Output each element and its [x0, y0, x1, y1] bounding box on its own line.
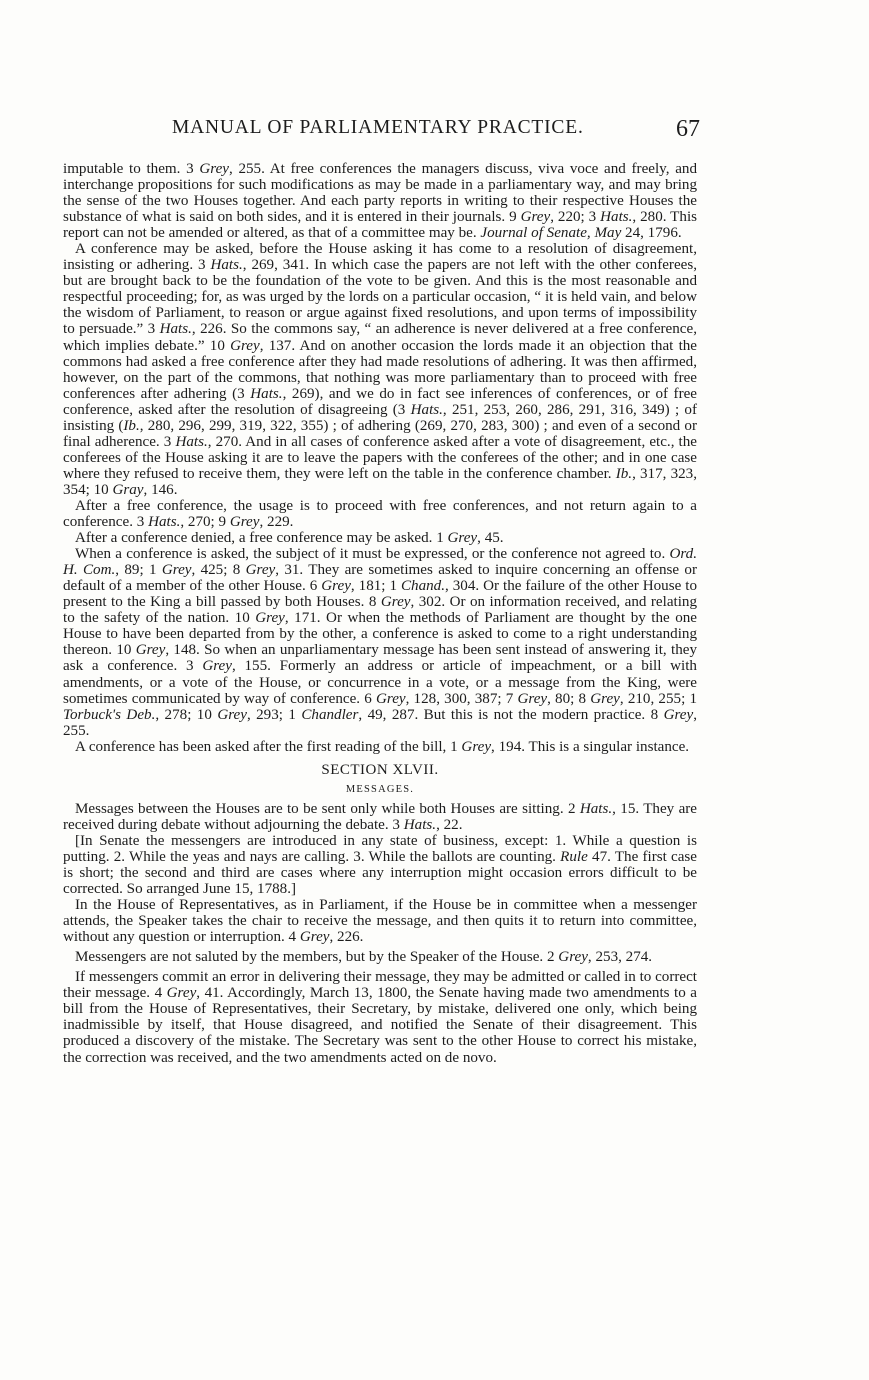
text-run: , 31. They are sometimes asked to inquire concerning an offense or default of a member of the other House. 6	[63, 562, 697, 595]
paragraph	[63, 949, 697, 965]
page-number: 67	[676, 116, 700, 142]
citation-italic: Grey	[380, 594, 411, 611]
text-run: , 293; 1	[246, 706, 302, 723]
text-run: , 304. Or the failure of the other House to present to the King a bill passed by both Houses. 8	[63, 578, 697, 611]
text-run: , 280. This report can not be amended or altered, as that of a committee may be.	[63, 209, 698, 242]
text-run: , 425; 8	[191, 562, 246, 579]
paragraph	[63, 241, 697, 498]
text-run: , 278; 10	[155, 706, 218, 723]
paragraph	[63, 530, 697, 546]
text-run: , 251, 253, 260, 286, 291, 316, 349) ; of insisting (	[63, 401, 697, 434]
citation-italic: Grey	[375, 690, 406, 707]
citation-italic: Chand.	[400, 578, 445, 595]
citation-italic: Grey	[229, 514, 260, 531]
text-run: , 269), and we do in fact see inferences of conferences, or of free conference, asked after the resolution of disagreeing (3	[63, 385, 698, 418]
citation-italic: Hats.	[579, 800, 613, 817]
citation-italic: Grey	[230, 337, 260, 354]
section-heading: SECTION XLVII.	[321, 761, 439, 778]
running-head	[0, 117, 869, 147]
citation-italic: Grey	[520, 209, 551, 226]
citation-italic: Hats.	[210, 257, 243, 274]
text-run: , 146.	[143, 481, 178, 498]
citation-italic: Hats.	[159, 321, 192, 338]
citation-italic: Grey	[558, 949, 588, 966]
text-run: , 302. Or on information received, and relating to the safety of the nation. 10	[63, 594, 697, 627]
text-run: , 89; 1	[115, 562, 162, 579]
paragraph	[63, 546, 697, 739]
text-run: , 253, 274.	[587, 949, 653, 966]
text-run: , 255. At free conferences the managers discuss, viva voce and freely, and interchange propositions for such modifications as may be made in a parliamentary way, and may bring the sense of the two Houses together. And each party reports in writing to their respective Houses the substance of what is said on both sides, and it is entered in their journals. 9	[63, 161, 697, 226]
citation-italic: Grey	[161, 562, 192, 579]
citation-italic: Hats.	[403, 816, 437, 833]
citation-italic: Grey	[299, 929, 330, 946]
text-run: , 255.	[63, 706, 697, 739]
citation-italic: Chandler	[301, 706, 359, 723]
citation-italic: Hats.	[148, 514, 181, 531]
citation-italic: Ord. H. Com.	[63, 546, 697, 579]
paragraph	[63, 498, 697, 530]
citation-italic: Hats.	[410, 401, 443, 418]
paragraphs-before-section	[63, 161, 697, 755]
citation-italic: Grey	[166, 985, 197, 1002]
text-run: , 270; 9	[180, 514, 230, 531]
text-run: , 15. They are received during debate without adjourning the debate. 3	[63, 800, 697, 833]
citation-italic: Hats.	[600, 209, 633, 226]
text-run: After a free conference, the usage is to proceed with free conferences, and not return again to a conference. 3	[63, 497, 697, 531]
text-run: 47. The first case is short; the second and third are cases where any interruption might occasion errors difficult to be corrected. So arranged June 15, 1788.]	[63, 848, 697, 898]
body-text	[63, 161, 697, 1066]
citation-italic: Grey	[255, 610, 285, 627]
paragraph	[63, 161, 697, 241]
citation-italic: Grey	[135, 642, 166, 659]
section-subheading: MESSAGES.	[345, 783, 415, 795]
citation-italic: Rule	[560, 848, 588, 865]
text-run: If messengers commit an error in delivering their message, they may be admitted or called in to correct their message. 4	[63, 969, 697, 1002]
text-run: 24, 1796.	[621, 225, 682, 242]
text-run: A conference may be asked, before the House asking it has come to a resolution of disagreement, insisting or adhering. 3	[63, 241, 697, 274]
paragraph	[63, 969, 697, 1065]
text-run: A conference has been asked after the first reading of the bill, 1	[75, 738, 462, 755]
citation-italic: Grey	[321, 578, 351, 595]
text-run: When a conference is asked, the subject of it must be expressed, or the conference not agreed to.	[75, 546, 670, 563]
text-run: Messengers are not saluted by the members, but by the Speaker of the House. 2	[75, 949, 559, 966]
citation-italic: Grey	[663, 706, 694, 723]
citation-italic: Grey	[447, 530, 478, 547]
citation-italic: Grey	[590, 690, 620, 707]
text-run: , 194. This is a singular instance.	[491, 738, 690, 755]
citation-italic: Hats.	[175, 433, 208, 450]
text-run: , 317, 323, 354; 10	[63, 465, 697, 498]
text-run: , 155. Formerly an address or article of impeachment, or a bill with amendments, or a vote of the House, or concurrence in a vote, or a message from the King, were sometimes communicated by way of conference. 6	[63, 658, 697, 707]
text-run: , 49, 287. But this is not the modern practice. 8	[358, 706, 664, 723]
text-run: After a conference denied, a free conference may be asked. 1	[75, 530, 448, 547]
text-run: , 181; 1	[350, 578, 401, 595]
text-run: , 22.	[436, 816, 463, 833]
text-run: [In Senate the messengers are introduced in any state of business, except: 1. While a question is putting. 2. While the yeas and nays are calling. 3. While the ballots are counting.	[63, 832, 697, 865]
text-run: Messages between the Houses are to be sent only while both Houses are sitting. 2	[75, 800, 580, 817]
citation-italic: Grey	[517, 690, 548, 707]
citation-italic: Ib.	[123, 417, 140, 434]
text-run: , 280, 296, 299, 319, 322, 355) ; of adhering (269, 270, 283, 300) ; and even of a second or final adherence. 3	[63, 417, 697, 450]
paragraphs-after-section	[63, 801, 697, 1066]
citation-italic: Grey	[202, 658, 232, 675]
citation-italic: Gray	[112, 481, 144, 498]
citation-italic: Grey	[461, 738, 492, 755]
text-run: , 229.	[259, 514, 294, 531]
paragraph	[63, 739, 697, 755]
paragraph	[63, 833, 697, 897]
text-run: , 210, 255; 1	[619, 690, 697, 707]
text-run: , 226.	[329, 929, 364, 946]
text-run: , 270. And in all cases of conference asked after a vote of disagreement, etc., the conferees of the House asking it are to leave the papers with the conferees of the other; and in one case where they refused to receive them, they were left on the table in the conference chamber.	[63, 433, 697, 482]
text-run: , 148. So when an unparliamentary message has been sent instead of answering it, they ask a conference. 3	[63, 642, 697, 675]
running-title: MANUAL OF PARLIAMENTARY PRACTICE.	[172, 117, 584, 138]
text-run: , 137. And on another occasion the lords made it an objection that the commons had asked a free conference after they had made resolutions of adhering. It was then affirmed, however, on the part of the commons, that nothing was more parliamentary than to proceed with free conferences after adhering (3	[63, 337, 698, 402]
text-run: , 80; 8	[547, 690, 591, 707]
citation-italic: Grey	[245, 562, 276, 579]
text-run: , 220; 3	[550, 209, 601, 226]
citation-italic: Grey	[199, 161, 229, 177]
citation-italic: Ib.	[615, 465, 633, 482]
text-run: , 269, 341. In which case the papers are not left with the other conferees, but are brought back to be the foundation of the vote to be given. And this is the most reasonable and respectful proceeding; for, as was urged by the lords on a particular occasion, “ it is held vain, and below the wisdom of Parliament, to reason or argue against fixed resolutions, and upon terms of impossibility to persuade.” 3	[63, 257, 697, 338]
text-run: , 128, 300, 387; 7	[405, 690, 518, 707]
paragraph	[63, 801, 697, 833]
text-run: imputable to them. 3	[63, 161, 200, 177]
citation-italic: Hats.	[250, 385, 283, 402]
citation-italic: Torbuck's Deb.	[63, 706, 156, 723]
text-run: , 171. Or when the methods of Parliament are thought by the one House to have been departed from by the other, a conference is asked to come to a right understanding thereon. 10	[63, 610, 697, 659]
text-run: , 41. Accordingly, March 13, 1800, the Senate having made two amendments to a bill from the House of Representatives, their Secretary, by mistake, delivered one only, which being inadmissible by itself, that House disagreed, and notified the Senate of their disagreement. This produced a discovery of the mistake. The Secretary was sent to the other House to correct his mistake, the correction was received, and the two amendments acted on de novo.	[63, 985, 697, 1066]
paragraph	[63, 897, 697, 945]
text-run: , 226. So the commons say, “ an adherence is never delivered at a free conference, which implies debate.” 10	[63, 321, 697, 354]
citation-italic: Grey	[217, 706, 247, 723]
text-run: In the House of Representatives, as in Parliament, if the House be in committee when a messenger attends, the Speaker takes the chair to receive the message, and then quits it to return into committee, without any question or interruption. 4	[63, 897, 697, 946]
text-run: , 45.	[477, 530, 504, 547]
citation-italic: Journal of Senate, May	[480, 225, 622, 242]
